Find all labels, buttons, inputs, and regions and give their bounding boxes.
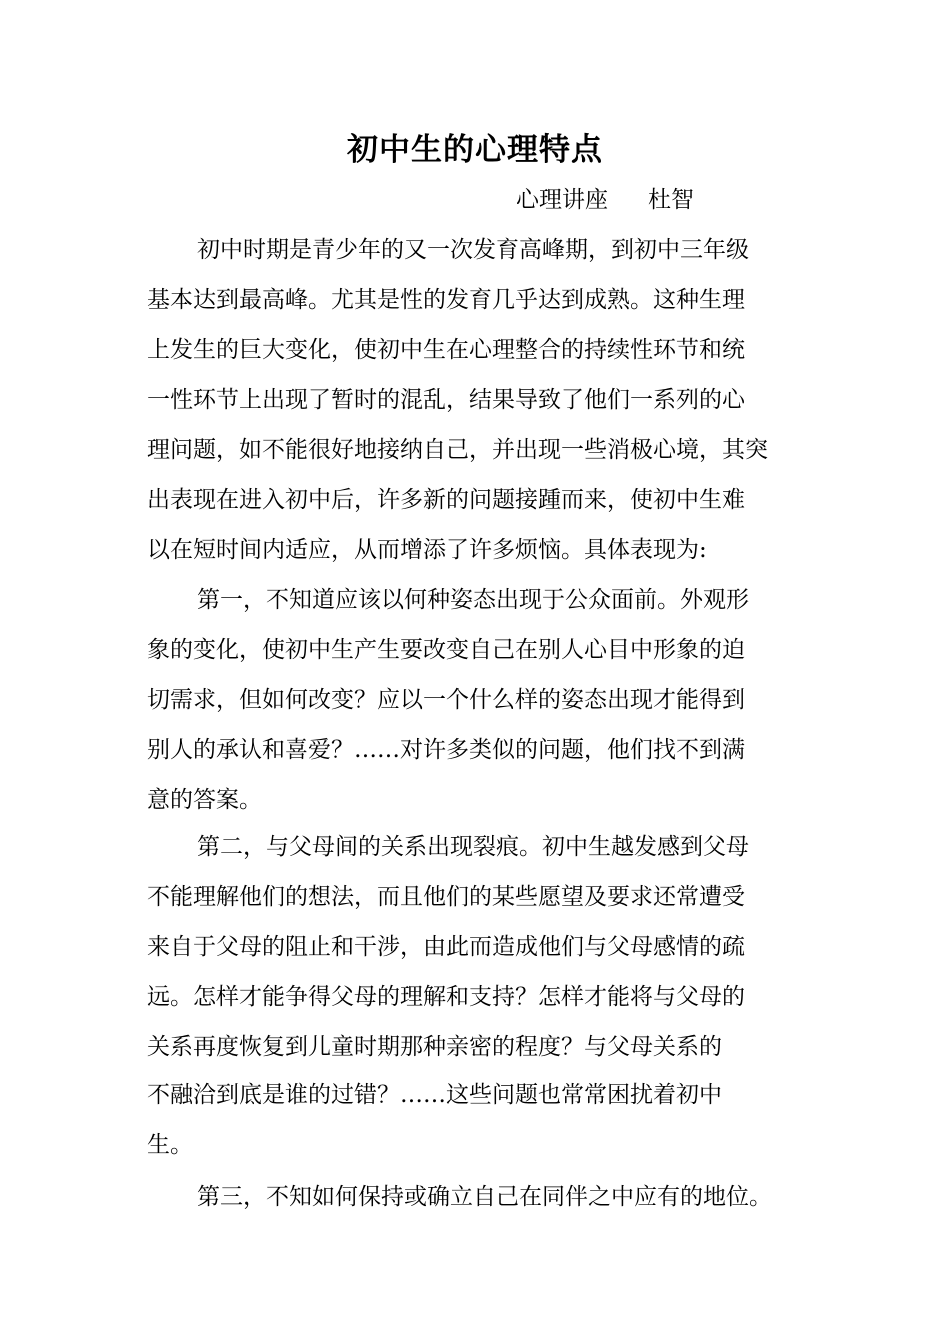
text-line: 来自于父母的阻止和干涉，由此而造成他们与父母感情的疏 bbox=[147, 934, 745, 960]
text-line: 不融洽到底是谁的过错？……这些问题也常常困扰着初中 bbox=[147, 1082, 722, 1108]
text-line: 关系再度恢复到儿童时期那种亲密的程度？与父母关系的 bbox=[147, 1034, 722, 1060]
text-line: 不能理解他们的想法，而且他们的某些愿望及要求还常遭受 bbox=[147, 884, 745, 910]
text-line: 意的答案。 bbox=[147, 787, 262, 813]
text-line: 理问题，如不能很好地接纳自己，并出现一些消极心境，其突 bbox=[147, 437, 768, 463]
text-line: 以在短时间内适应，从而增添了许多烦恼。具体表现为: bbox=[147, 537, 707, 563]
text-line: 别人的承认和喜爱？……对许多类似的问题，他们找不到满 bbox=[147, 737, 745, 763]
text-line: 远。怎样才能争得父母的理解和支持？怎样才能将与父母的 bbox=[147, 984, 745, 1010]
text-line: 第二，与父母间的关系出现裂痕。初中生越发感到父母 bbox=[197, 834, 749, 860]
text-line: 一性环节上出现了暂时的混乱，结果导致了他们一系列的心 bbox=[147, 387, 745, 413]
text-line: 第一，不知道应该以何种姿态出现于公众面前。外观形 bbox=[197, 587, 749, 613]
text-line: 象的变化，使初中生产生要改变自己在别人心目中形象的迫 bbox=[147, 637, 745, 663]
text-line: 生。 bbox=[147, 1132, 193, 1158]
text-line: 上发生的巨大变化，使初中生在心理整合的持续性环节和统 bbox=[147, 337, 745, 363]
text-line: 切需求，但如何改变？应以一个什么样的姿态出现才能得到 bbox=[147, 687, 745, 713]
text-line: 基本达到最高峰。尤其是性的发育几乎达到成熟。这种生理 bbox=[147, 287, 745, 313]
text-line: 初中时期是青少年的又一次发育高峰期，到初中三年级 bbox=[197, 237, 749, 263]
byline bbox=[516, 184, 694, 216]
byline-author: 杜智 bbox=[648, 187, 694, 213]
byline-column: 心理讲座 bbox=[516, 187, 608, 213]
page-title: 初中生的心理特点 bbox=[347, 132, 603, 168]
text-line: 第三，不知如何保持或确立自己在同伴之中应有的地位。 bbox=[197, 1184, 772, 1210]
text-line: 出表现在进入初中后，许多新的问题接踵而来，使初中生难 bbox=[147, 487, 745, 513]
